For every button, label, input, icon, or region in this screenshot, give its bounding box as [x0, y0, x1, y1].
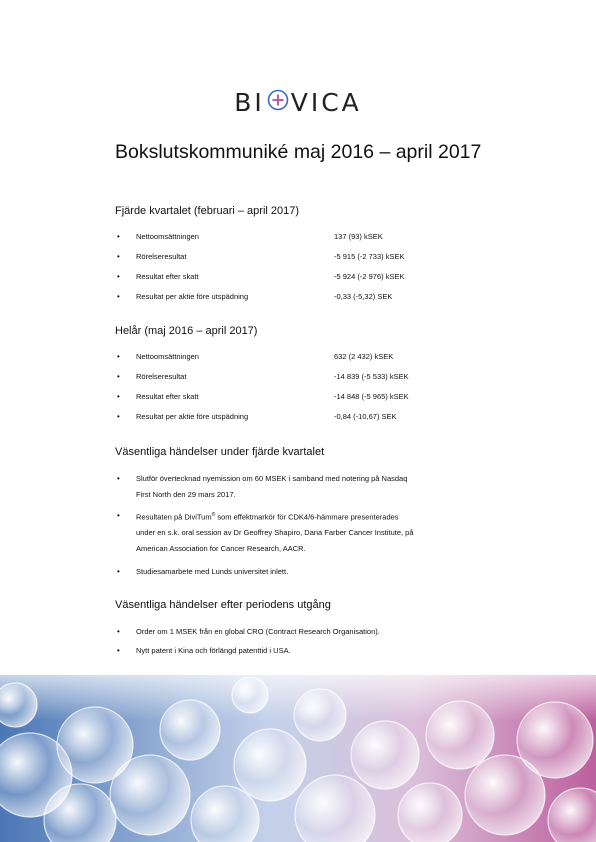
q4-heading: Fjärde kvartalet (februari – april 2017) — [115, 205, 300, 217]
document-title: Bokslutskommuniké maj 2016 – april 2017 — [115, 141, 482, 163]
row-label: Resultat per aktie före utspädning — [136, 292, 249, 301]
event-item — [117, 564, 497, 580]
row-value: -5 915 (-2 733) kSEK — [334, 252, 405, 261]
row-value: -5 924 (-2 976) kSEK — [334, 272, 405, 281]
bullet-icon: • — [117, 292, 120, 301]
fy-row — [117, 352, 497, 366]
row-value: -14 848 (-5 965) kSEK — [334, 392, 409, 401]
row-value: 632 (2 432) kSEK — [334, 352, 394, 361]
bullet-icon: • — [117, 232, 120, 241]
bullet-icon: • — [117, 474, 120, 483]
logo-text-left: BI — [234, 88, 265, 117]
bullet-icon: • — [117, 627, 120, 636]
events-q4-heading: Väsentliga händelser under fjärde kvartalet — [115, 446, 325, 458]
events-after-heading: Väsentliga händelser efter periodens utgång — [115, 599, 331, 611]
q4-row — [117, 272, 497, 286]
event-item — [117, 624, 497, 640]
row-value: 137 (93) kSEK — [334, 232, 383, 241]
event-line-first — [136, 508, 497, 525]
row-label: Nettoomsättningen — [136, 352, 199, 361]
logo-text-right: VICA — [290, 88, 362, 117]
event-line: under en s.k. oral session av Dr Geoffrey Shapiro, Dana Farber Cancer Institute, på — [136, 528, 414, 537]
event-text: Resultaten på DiviTum — [136, 512, 212, 522]
event-item — [117, 508, 497, 556]
row-label: Resultat efter skatt — [136, 392, 199, 401]
q4-row — [117, 232, 497, 246]
bullet-icon: • — [117, 252, 120, 261]
bullet-icon: • — [117, 412, 120, 421]
q4-row — [117, 252, 497, 266]
row-label: Rörelseresultat — [136, 372, 187, 381]
registered-mark: ® — [211, 512, 216, 518]
row-value: -14 839 (-5 533) kSEK — [334, 372, 409, 381]
event-line: Slutför övertecknad nyemission om 60 MSEK i samband med notering på Nasdaq — [136, 474, 408, 483]
event-line: Order om 1 MSEK från en global CRO (Contract Research Organisation). — [136, 627, 380, 636]
row-label: Resultat efter skatt — [136, 272, 199, 281]
bullet-icon: • — [117, 392, 120, 401]
fy-row — [117, 412, 497, 426]
bullet-icon: • — [117, 646, 120, 655]
event-line: First North den 29 mars 2017. — [136, 489, 236, 499]
bullet-icon: • — [117, 352, 120, 361]
event-text: som effektmarkör för CDK4/6-hämmare presenterades — [215, 512, 399, 522]
bullet-icon: • — [117, 511, 120, 520]
event-line: Studiesamarbete med Lunds universitet inlett. — [136, 567, 289, 576]
biovica-logo — [0, 88, 596, 119]
bullet-icon: • — [117, 567, 120, 576]
plus-circle-icon — [267, 88, 289, 117]
row-label: Rörelseresultat — [136, 252, 187, 261]
fy-heading: Helår (maj 2016 – april 2017) — [115, 325, 258, 337]
event-item — [117, 471, 497, 502]
row-value: -0,84 (-10,67) SEK — [334, 412, 397, 421]
row-label: Nettoomsättningen — [136, 232, 199, 241]
bullet-icon: • — [117, 272, 120, 281]
q4-row — [117, 292, 497, 306]
row-label: Resultat per aktie före utspädning — [136, 412, 249, 421]
fy-row — [117, 372, 497, 386]
bullet-icon: • — [117, 372, 120, 381]
event-line: Nytt patent i Kina och förlängd patenttid i USA. — [136, 646, 291, 655]
fy-row — [117, 392, 497, 406]
event-line: American Association for Cancer Research, AACR. — [136, 543, 306, 553]
row-value: -0,33 (-5,32) SEK — [334, 292, 393, 301]
cell-bubbles-artwork — [0, 655, 596, 842]
